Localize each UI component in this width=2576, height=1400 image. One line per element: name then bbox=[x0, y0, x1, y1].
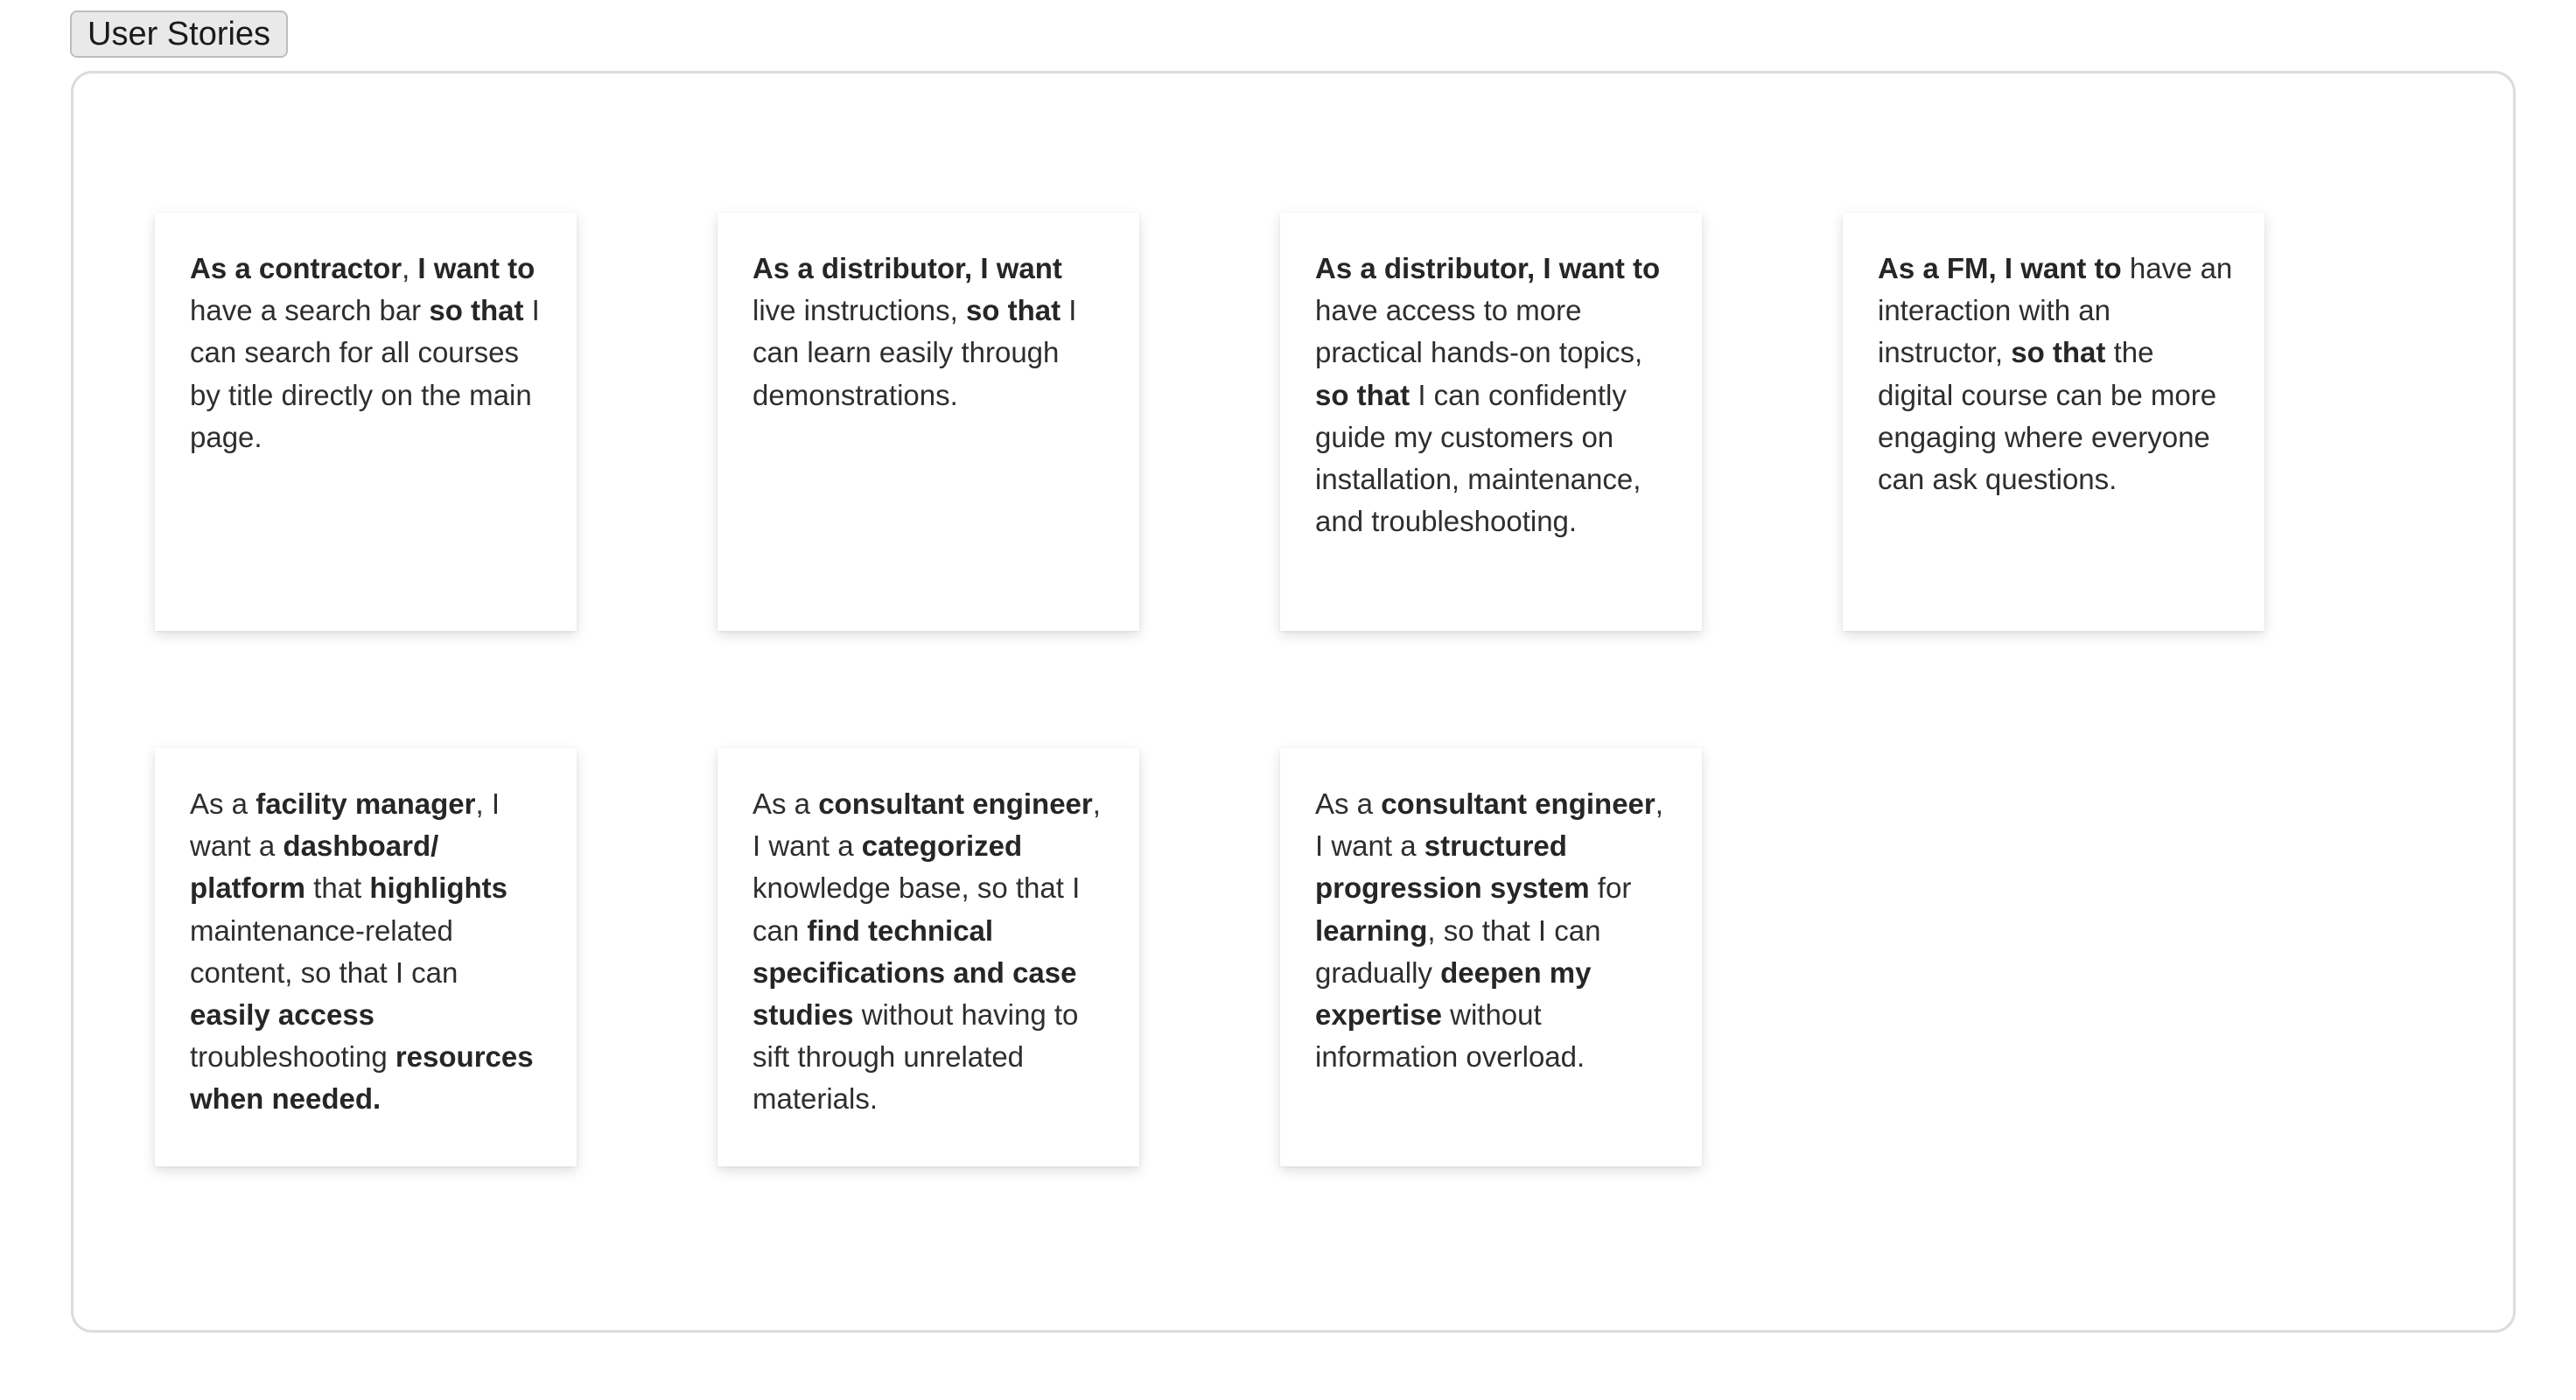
story-text-segment: easily access bbox=[190, 998, 375, 1032]
story-text-segment: live instructions, bbox=[752, 294, 966, 327]
story-text-segment: I want to bbox=[417, 252, 536, 284]
story-text-segment: , so that I can gradually bbox=[1315, 914, 1601, 989]
story-text-segment: have access to more practical hands-on topics, bbox=[1315, 294, 1643, 369]
story-text-segment: categorized bbox=[861, 830, 1023, 863]
card-distributor-live[interactable] bbox=[718, 213, 1139, 631]
frame-label[interactable]: User Stories bbox=[70, 10, 288, 58]
story-text-segment: highlights bbox=[369, 872, 508, 905]
story-text-segment: so that bbox=[1315, 378, 1410, 411]
story-text-segment: find technical specifications and case studies bbox=[752, 914, 1077, 1032]
story-text-segment: deepen my expertise bbox=[1315, 956, 1592, 1032]
card-distributor-practical[interactable] bbox=[1280, 213, 1702, 631]
story-text-segment: without information overload. bbox=[1315, 998, 1586, 1074]
card-contractor[interactable] bbox=[155, 213, 577, 631]
story-text-segment: As a distributor, I want bbox=[752, 252, 1062, 284]
card-consultant-knowledge[interactable] bbox=[718, 748, 1139, 1166]
story-text-segment: As a FM, I want to bbox=[1878, 252, 2122, 284]
story-text-segment: the digital course can be more engaging where everyone can ask questions. bbox=[1878, 336, 2217, 496]
story-text-segment: As a bbox=[190, 788, 256, 820]
story-text-segment: facility manager bbox=[256, 788, 476, 820]
story-text-segment: , I want a bbox=[752, 788, 1101, 863]
story-text-segment: consultant engineer bbox=[1381, 788, 1656, 820]
story-text-segment: I can learn easily through demonstrations. bbox=[752, 294, 1077, 411]
card-consultant-progression[interactable] bbox=[1280, 748, 1702, 1166]
story-text-segment: As a distributor, I want to bbox=[1315, 252, 1661, 284]
story-text-segment: troubleshooting bbox=[190, 1040, 396, 1074]
story-text-segment: resources when needed. bbox=[190, 1040, 534, 1116]
card-fm[interactable] bbox=[1843, 213, 2264, 631]
story-text-segment: , I want a bbox=[190, 788, 500, 863]
story-text-segment: that bbox=[305, 872, 370, 905]
story-text-segment: consultant engineer bbox=[818, 788, 1093, 820]
story-text-segment: for bbox=[1589, 872, 1632, 905]
story-text-segment: I can confidently guide my customers on installation, maintenance, and troubleshooting. bbox=[1315, 378, 1642, 538]
story-text-segment: have an interaction with an instructor, bbox=[1878, 252, 2233, 369]
story-text-segment: As a bbox=[1315, 788, 1382, 820]
story-text-segment: so that bbox=[965, 294, 1061, 327]
story-text-segment: learning bbox=[1315, 914, 1428, 947]
story-text-segment: knowledge base, so that I can bbox=[752, 872, 1081, 947]
story-text-segment: without having to sift through unrelated materials. bbox=[752, 998, 1079, 1116]
story-text-segment: dashboard/ platform bbox=[190, 830, 439, 905]
story-text-segment: maintenance-related content, so that I can bbox=[190, 914, 458, 989]
story-text-segment: have a search bar bbox=[190, 294, 430, 327]
card-facility-manager[interactable] bbox=[155, 748, 577, 1166]
story-text-segment: As a contractor bbox=[190, 252, 402, 284]
story-text-segment: As a bbox=[752, 788, 819, 820]
story-text-segment: so that bbox=[2011, 336, 2106, 369]
story-text-segment: , I want a bbox=[1315, 788, 1663, 863]
story-text-segment: so that bbox=[429, 294, 524, 327]
story-text-segment: , bbox=[402, 252, 418, 284]
story-text-segment: I can search for all courses by title directly on the main page. bbox=[190, 294, 540, 453]
story-text-segment: structured progression system bbox=[1315, 830, 1590, 905]
